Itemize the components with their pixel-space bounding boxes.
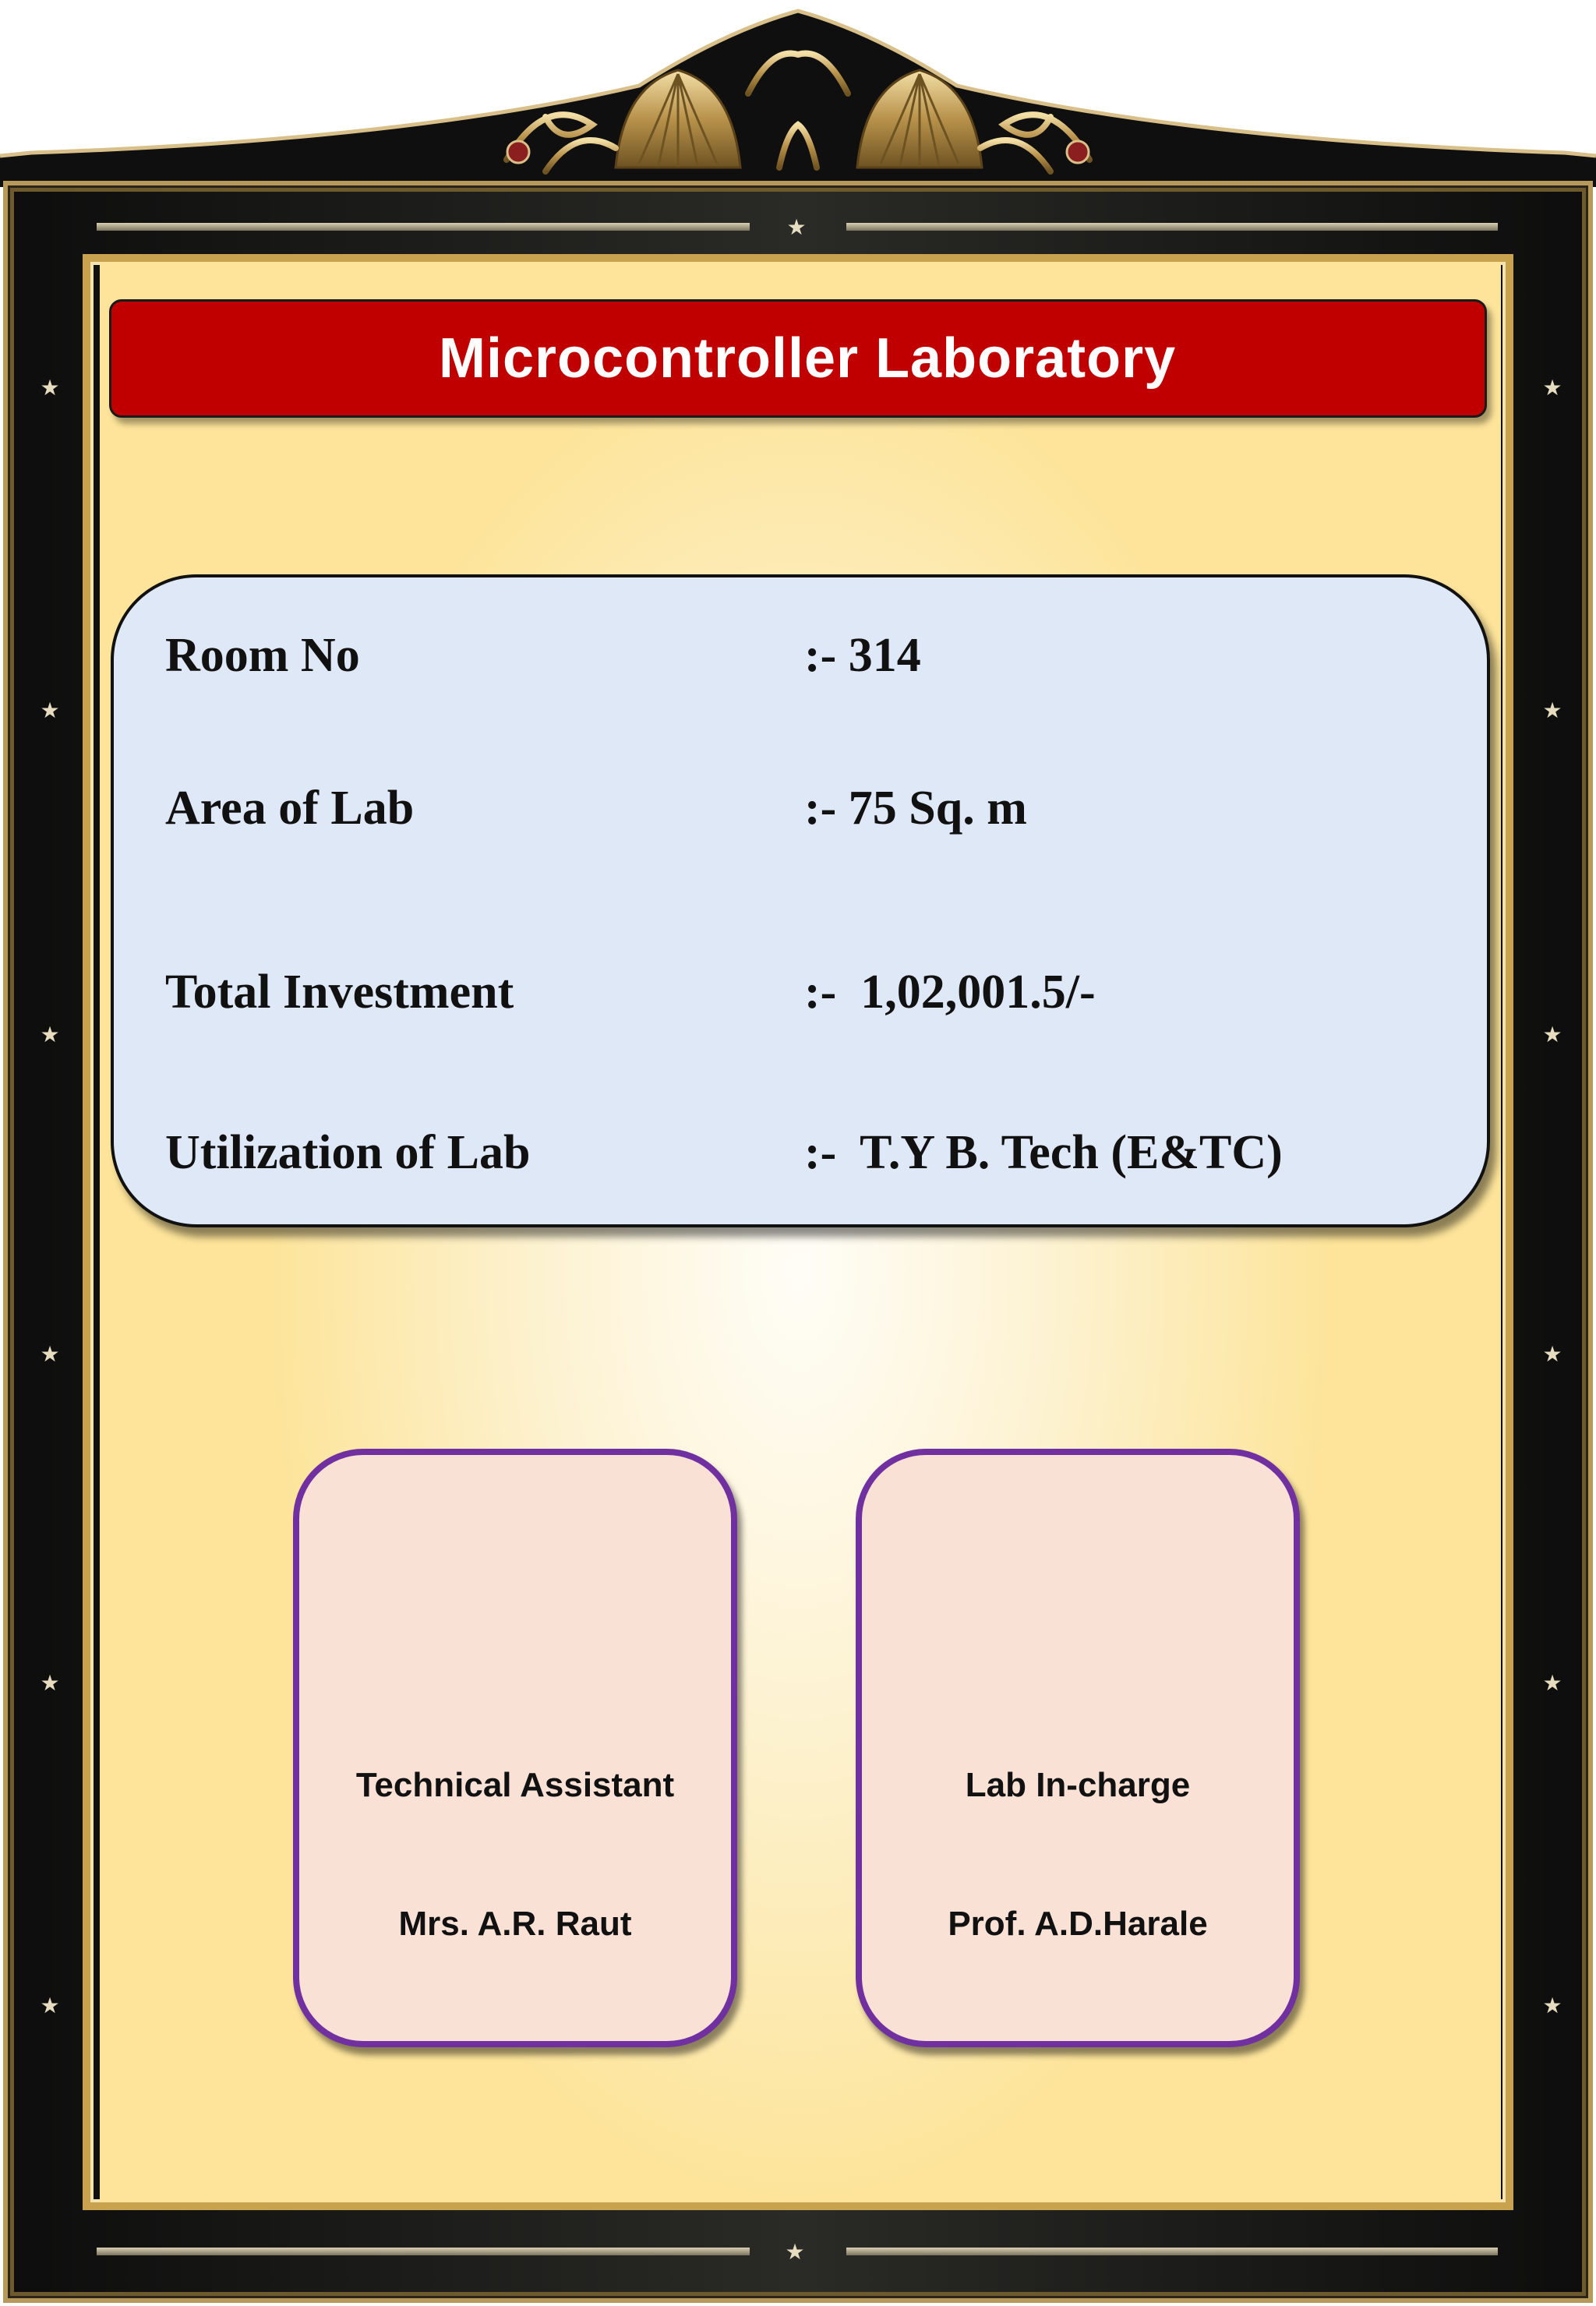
star-icon: ★ [785,2239,805,2265]
lab-details-box [111,574,1490,1227]
staff-role: Technical Assistant [355,1766,675,1804]
staff-role: Lab In-charge [965,1766,1191,1804]
star-icon: ★ [1542,375,1562,401]
star-icon: ★ [1542,1022,1562,1047]
detail-label: Utilization of Lab [165,1126,531,1179]
star-icon: ★ [786,214,807,240]
detail-value: :- 314 [804,629,921,682]
star-icon: ★ [1542,1993,1562,2018]
staff-card-lab-incharge [856,1449,1300,2047]
star-icon: ★ [40,375,60,401]
detail-row-area [114,777,1487,847]
staff-name: Mrs. A.R. Raut [398,1905,632,1943]
star-icon: ★ [1542,1670,1562,1696]
detail-value: :- 75 Sq. m [804,782,1027,835]
detail-label: Total Investment [165,966,514,1019]
detail-row-room [114,624,1487,694]
star-icon: ★ [1542,697,1562,723]
page-title: Microcontroller Laboratory [439,327,1177,390]
title-banner [109,299,1487,418]
star-icon: ★ [1542,1341,1562,1367]
bottom-rail-right [846,2248,1498,2255]
star-icon: ★ [40,1993,60,2018]
staff-card-technical-assistant [293,1449,737,2047]
detail-label: Area of Lab [165,782,415,835]
top-rail-right [846,223,1498,231]
top-rail-left [97,223,750,231]
star-icon: ★ [40,697,60,723]
staff-name: Prof. A.D.Harale [948,1905,1208,1943]
detail-label: Room No [165,629,360,682]
detail-row-investment [114,961,1487,1031]
detail-value: :- T.Y B. Tech (E&TC) [804,1126,1283,1179]
star-icon: ★ [40,1022,60,1047]
bottom-rail-left [97,2248,750,2255]
star-icon: ★ [40,1341,60,1367]
detail-value: :- 1,02,001.5/- [804,966,1096,1019]
detail-row-utilization [114,1121,1487,1192]
star-icon: ★ [40,1670,60,1696]
frame-crest-ornament [0,0,1596,187]
